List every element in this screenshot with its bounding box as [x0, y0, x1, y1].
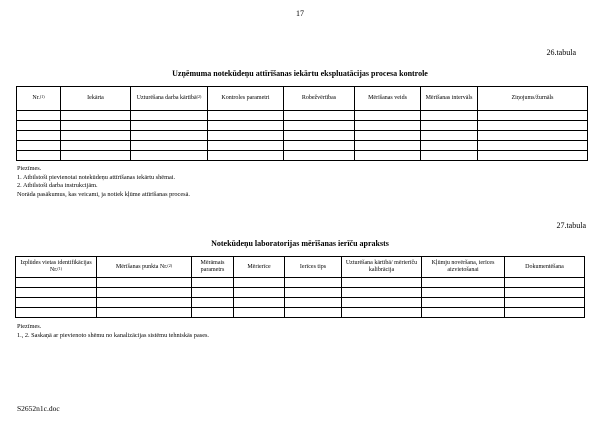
table-cell[interactable]: [421, 131, 478, 141]
note-line: 2. Atbilstoši darba instrukcijām.: [17, 182, 98, 190]
table-cell[interactable]: [421, 151, 478, 161]
note-line: Norāda pasākumus, kas veicami, ja notiek kļūme attīrīšanas procesā.: [17, 190, 190, 198]
table-cell[interactable]: [131, 111, 208, 121]
table-cell[interactable]: [61, 111, 131, 121]
table-cell[interactable]: [208, 151, 284, 161]
table-cell[interactable]: [284, 151, 355, 161]
table-cell[interactable]: [422, 278, 505, 288]
table-cell[interactable]: [285, 308, 342, 318]
table-26-notes: [17, 165, 190, 199]
table-27: [15, 256, 585, 318]
table-cell[interactable]: [234, 278, 285, 288]
table-cell[interactable]: [421, 111, 478, 121]
table-cell[interactable]: [478, 131, 588, 141]
table-cell[interactable]: [131, 141, 208, 151]
table-cell[interactable]: [192, 288, 234, 298]
table-27-label: 27.tabula: [556, 221, 586, 230]
table-cell[interactable]: [422, 288, 505, 298]
column-header: [421, 87, 478, 111]
table-cell[interactable]: [234, 288, 285, 298]
footnote-marker: (2): [167, 262, 173, 268]
column-header-label: Izplūdes vietas identifikācijas Nr.: [20, 260, 92, 273]
column-header: [342, 257, 422, 278]
column-header: [192, 257, 234, 278]
table-row: [16, 308, 585, 318]
table-cell[interactable]: [97, 278, 192, 288]
document-filename: S2652n1c.doc: [17, 404, 60, 413]
table-cell[interactable]: [17, 131, 61, 141]
column-header-label: Ziņojums/žurnāls: [511, 95, 554, 101]
column-header: [131, 87, 208, 111]
table-cell[interactable]: [17, 151, 61, 161]
column-header: [234, 257, 285, 278]
footnote-marker: (1): [57, 266, 63, 271]
table-cell[interactable]: [342, 298, 422, 308]
table-cell[interactable]: [478, 121, 588, 131]
column-header: [16, 257, 97, 278]
table-cell[interactable]: [61, 131, 131, 141]
table-cell[interactable]: [61, 141, 131, 151]
table-cell[interactable]: [192, 278, 234, 288]
table-cell[interactable]: [16, 298, 97, 308]
table-cell[interactable]: [131, 151, 208, 161]
table-cell[interactable]: [355, 151, 421, 161]
table-26-header-row: [17, 87, 588, 111]
table-cell[interactable]: [422, 308, 505, 318]
table-cell[interactable]: [342, 288, 422, 298]
table-cell[interactable]: [16, 308, 97, 318]
table-cell[interactable]: [208, 111, 284, 121]
table-row: [17, 131, 588, 141]
column-header-label: Nr.: [32, 95, 40, 101]
column-header-label: Uzturēšana kārtībā/ mērierīču kalibrācija: [345, 260, 418, 273]
table-row: [16, 288, 585, 298]
table-cell[interactable]: [505, 298, 585, 308]
notes-heading: Piezīmes.: [17, 323, 42, 330]
note-line: 1. Atbilstoši pievienotai notekūdeņu attīrīšanas iekārtu shēmai.: [17, 173, 176, 181]
column-header-label: Iekārta: [87, 95, 104, 101]
column-header: [17, 87, 61, 111]
table-cell[interactable]: [505, 308, 585, 318]
column-header-label: Ierīces tips: [299, 263, 327, 270]
table-cell[interactable]: [342, 308, 422, 318]
table-cell[interactable]: [234, 298, 285, 308]
column-header: [285, 257, 342, 278]
table-cell[interactable]: [285, 298, 342, 308]
table-cell[interactable]: [421, 121, 478, 131]
table-cell[interactable]: [285, 278, 342, 288]
table-row: [17, 111, 588, 121]
table-cell[interactable]: [342, 278, 422, 288]
table-row: [16, 298, 585, 308]
column-header: [97, 257, 192, 278]
column-header: [61, 87, 131, 111]
table-cell[interactable]: [131, 121, 208, 131]
table-26: [16, 86, 588, 161]
table-26-label: 26.tabula: [546, 48, 576, 57]
column-header: [284, 87, 355, 111]
column-header: [422, 257, 505, 278]
table-cell[interactable]: [16, 278, 97, 288]
table-27-title: Notekūdeņu laboratorijas mērīšanas ierīču apraksts: [211, 239, 389, 248]
table-cell[interactable]: [478, 141, 588, 151]
table-27-header-row: [16, 257, 585, 278]
table-row: [16, 278, 585, 288]
table-row: [17, 121, 588, 131]
column-header-label: Dokumentēšana: [525, 263, 564, 270]
table-cell[interactable]: [478, 151, 588, 161]
table-cell[interactable]: [421, 141, 478, 151]
table-cell[interactable]: [17, 141, 61, 151]
table-cell[interactable]: [355, 121, 421, 131]
table-cell[interactable]: [284, 111, 355, 121]
table-cell[interactable]: [61, 151, 131, 161]
table-cell[interactable]: [17, 111, 61, 121]
table-cell[interactable]: [505, 288, 585, 298]
table-cell[interactable]: [422, 298, 505, 308]
table-cell[interactable]: [285, 288, 342, 298]
table-cell[interactable]: [505, 278, 585, 288]
column-header-label: Mērierīce: [247, 263, 271, 270]
table-cell[interactable]: [208, 121, 284, 131]
column-header: [505, 257, 585, 278]
column-header-label: Mērāmais parametrs: [200, 260, 225, 273]
table-cell[interactable]: [97, 288, 192, 298]
table-row: [17, 141, 588, 151]
column-header-label: Kontroles parametri: [221, 95, 270, 101]
column-header: [478, 87, 588, 111]
table-cell[interactable]: [234, 308, 285, 318]
table-cell[interactable]: [208, 131, 284, 141]
footnote-marker: (2): [196, 94, 202, 99]
column-header-label: Mērīšanas veids: [368, 95, 407, 101]
table-cell[interactable]: [97, 298, 192, 308]
page-number: 17: [296, 9, 304, 18]
note-line: 1., 2. Saskaņā ar pievienoto shēmu no kanalizācijas sistēmu tehniskās pases.: [17, 331, 210, 339]
column-header-label: Uzturēšana darba kārtībā: [136, 95, 197, 101]
table-cell[interactable]: [16, 288, 97, 298]
table-cell[interactable]: [284, 131, 355, 141]
table-27-notes: [17, 323, 209, 340]
table-row: [17, 151, 588, 161]
table-cell[interactable]: [17, 121, 61, 131]
table-cell[interactable]: [478, 111, 588, 121]
column-header-label: Robežvērtības: [301, 95, 337, 101]
table-cell[interactable]: [355, 131, 421, 141]
table-cell[interactable]: [61, 121, 131, 131]
table-cell[interactable]: [97, 308, 192, 318]
table-cell[interactable]: [355, 141, 421, 151]
column-header-label: Kļūmju novēršana, ierīces aizvietošanai: [431, 260, 495, 273]
notes-heading: Piezīmes.: [17, 165, 42, 172]
table-26-title: Uzņēmuma notekūdeņu attīrīšanas iekārtu ekspluatācijas procesa kontrole: [172, 69, 428, 78]
column-header: [208, 87, 284, 111]
table-cell[interactable]: [284, 141, 355, 151]
table-cell[interactable]: [192, 308, 234, 318]
table-cell[interactable]: [284, 121, 355, 131]
column-header-label: Mērīšanas punkta Nr.: [115, 263, 168, 270]
footnote-marker: (1): [39, 94, 45, 99]
table-cell[interactable]: [355, 111, 421, 121]
table-cell[interactable]: [131, 131, 208, 141]
table-cell[interactable]: [208, 141, 284, 151]
column-header: [355, 87, 421, 111]
table-cell[interactable]: [192, 298, 234, 308]
column-header-label: Mērīšanas intervāls: [425, 95, 473, 101]
